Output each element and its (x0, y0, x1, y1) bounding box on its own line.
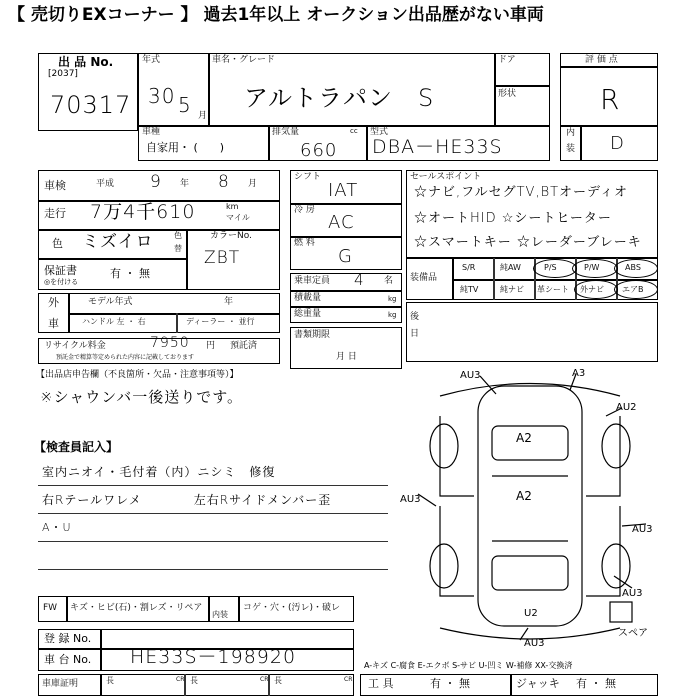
equip-tv: 純TV (460, 285, 479, 294)
equip-pw-circle (572, 259, 618, 278)
cert-col-6: CR (344, 676, 353, 683)
fw-text-2: コゲ・穴・(汚レ)・破レ (243, 603, 341, 613)
shift-value: IAT (328, 180, 359, 201)
mileage-unit-km: km (226, 202, 239, 211)
color-code-label: カラーNo. (210, 231, 252, 241)
warranty-value: 有 ・ 無 (110, 267, 150, 280)
jack-label: ジャッキ (516, 677, 560, 690)
sales-line-1: ☆ナビ,フルセグTV,BTオーディオ (414, 185, 628, 200)
capacity-unit: 名 (384, 276, 394, 286)
mileage-value: 7万4千610 (90, 201, 196, 223)
use-label: 車種 (142, 127, 161, 137)
load-unit: kg (388, 295, 397, 303)
equip-aw: 純AW (500, 263, 521, 272)
reg-label: 登 録 No. (44, 632, 92, 645)
model-value: DBA－HE33S (372, 136, 503, 158)
cert-col-2: CR (176, 676, 185, 683)
recycle-label: リサイクル料金 (44, 341, 106, 351)
cert-col-4: CR (260, 676, 269, 683)
damage-legend: A-キズ C-腐食 E-エクボ S-サビ U-凹ミ W-補修 XX-交換済 (364, 661, 573, 670)
damage-a2-center: A2 (516, 489, 532, 503)
displacement-label: 排気量 (272, 127, 300, 137)
fuel-value: G (338, 246, 353, 267)
foreign-dealer: ディーラー ・ 並行 (186, 317, 255, 326)
color-code: ZBT (204, 248, 241, 268)
damage-a2-roof: A2 (516, 431, 532, 445)
score-value: R (600, 83, 621, 116)
equip-abs: ABS (625, 263, 641, 272)
shape-label: 形状 (498, 89, 517, 99)
year-label: 年式 (142, 55, 161, 65)
sales-label: セールスポイント (410, 172, 482, 182)
equipment-label: 装備品 (410, 273, 438, 283)
fuel-label: 燃 料 (294, 238, 315, 248)
right-side-rear (586, 506, 620, 596)
gross-unit: kg (388, 311, 397, 319)
year-month-unit: 月 (198, 111, 208, 121)
lot-number: 70317 (50, 91, 132, 119)
mileage-unit-mile: マイル (226, 213, 250, 222)
fw-text: キズ・ヒビ(石)・割レズ・リペア (70, 603, 203, 613)
foreign-model-label: モデル年式 (88, 297, 133, 307)
foreign-label-2: 車 (48, 317, 59, 330)
use-value: 自家用・ ( ) (146, 141, 225, 154)
deadline-label: 書類期限 (294, 330, 331, 340)
foreign-handle: ハンドル 左 ・ 右 (82, 317, 146, 326)
sales-line-3: ☆スマートキー ☆レーダーブレーキ (414, 235, 642, 250)
displacement-value: 660 (300, 140, 338, 161)
wheel-front-right (602, 424, 630, 468)
damage-au3-rear: AU3 (524, 638, 545, 649)
year-era: 30 (148, 84, 176, 108)
gross-label: 総重量 (294, 309, 322, 319)
chassis-label: 車 台 No. (44, 653, 92, 666)
ac-label: 冷 房 (294, 205, 315, 215)
cert-col-3: 長 (190, 676, 198, 685)
chassis-value: HE33S－198920 (130, 646, 297, 668)
inspection-month-unit: 月 (248, 179, 258, 189)
front-bumper-line (440, 384, 620, 397)
wheel-rear-right (602, 544, 630, 588)
fw-inner: 内装 (212, 610, 228, 619)
color-change-1: 色 (174, 231, 182, 240)
rear-box (406, 302, 658, 362)
interior-value: D (610, 133, 625, 154)
cert-col-5: 長 (274, 676, 282, 685)
warranty-label: 保証書 (44, 264, 77, 277)
equip-airbag: エアB (622, 285, 644, 294)
car-diagram (400, 366, 660, 656)
inspection-label: 車検 (44, 179, 66, 192)
door-label: ドア (498, 55, 516, 65)
rear-label: 後 (410, 312, 420, 322)
shift-label: シフト (294, 172, 322, 182)
color-change-2: 替 (174, 244, 182, 253)
rear-window (492, 556, 568, 590)
tools-label: 工 具 (368, 677, 394, 690)
capacity-label: 乗車定員 (294, 276, 331, 286)
color-label: 色 (52, 237, 63, 250)
mileage-label: 走行 (44, 207, 66, 220)
color-value: ミズイロ (82, 232, 154, 252)
name-label: 車名・グレード (212, 55, 276, 65)
score-label: 評 価 点 (585, 55, 618, 65)
wheel-front-left (430, 424, 458, 468)
damage-u2: U2 (524, 608, 538, 619)
recycle-desc: 預託金で精算等定められた内容に記載しております (56, 354, 195, 361)
jack-value: 有 ・ 無 (576, 677, 616, 690)
equip-pw: P/W (584, 263, 600, 272)
load-label: 積載量 (294, 293, 322, 303)
recycle-value: 7950 (150, 335, 190, 351)
banner-title: 【 売切りEXコーナー 】 過去1年以上 オークション出品歴がない車両 (8, 5, 544, 25)
deadline-unit: 月 日 (336, 352, 357, 362)
equip-ext-navi: 外ナビ (580, 285, 604, 294)
inspector-header: 【検査員記入】 (34, 440, 119, 454)
inspection-year: 9 (150, 172, 162, 192)
lot-label: 出 品 No. (58, 55, 114, 69)
displacement-unit: cc (350, 127, 358, 135)
damage-au3-left: AU3 (400, 494, 421, 505)
foreign-year-unit: 年 (224, 297, 234, 307)
damage-au2: AU2 (616, 402, 637, 413)
damage-au3-rear-right: AU3 (622, 588, 643, 599)
inspector-line-2: 右Rテールワレメ 左右Rサイドメンバー歪 (42, 493, 332, 507)
lot-sub: [2037] (48, 69, 78, 79)
equip-ps: P/S (544, 263, 557, 272)
inspection-month: 8 (218, 172, 230, 192)
recycle-unit: 円 (206, 341, 216, 351)
rear-label-2: 日 (410, 329, 420, 339)
left-side-rear (440, 506, 474, 596)
fw-label: FW (43, 603, 58, 613)
inspector-line-3: A・U (42, 521, 72, 534)
spare-label: スペア (618, 628, 648, 639)
recycle-note: 預託済 (230, 341, 258, 351)
foreign-label-1: 外 (48, 296, 59, 309)
equip-ext-navi-circle (574, 280, 618, 299)
year-month: 5 (178, 93, 192, 117)
model-label: 型式 (370, 127, 389, 137)
cert-label: 車庫証明 (42, 679, 79, 689)
sales-line-2: ☆オートHID ☆シートヒーター (414, 211, 612, 226)
inspection-era: 平成 (96, 179, 115, 189)
spare-tire-box (610, 602, 632, 622)
interior-label-2: 装 (566, 144, 576, 154)
interior-label-1: 内 (566, 128, 576, 138)
damage-au3-right: AU3 (632, 524, 653, 535)
capacity-value: 4 (354, 271, 365, 289)
car-name: アルトラパン S (244, 84, 435, 112)
warranty-sub: ◎を付ける (44, 278, 79, 286)
ac-value: AC (328, 212, 355, 233)
equip-airbag-circle (614, 280, 658, 299)
inspection-year-unit: 年 (180, 179, 190, 189)
equip-leather: 革シート (537, 285, 569, 294)
equip-navi: 純ナビ (500, 285, 524, 294)
equip-sr: S/R (462, 263, 476, 272)
cert-col-1: 長 (106, 676, 114, 685)
equip-ps-circle (533, 259, 577, 278)
equip-abs-circle (614, 259, 658, 278)
wheel-rear-left (430, 544, 458, 588)
notes-text: ※シャウンバ一後送りです。 (40, 388, 244, 406)
damage-au3-front: AU3 (460, 370, 481, 381)
notes-header: 【出品店申告欄（不良箇所・欠品・注意事項等）】 (36, 370, 239, 380)
damage-a3: A3 (572, 368, 586, 379)
inspector-line-1: 室内ニオイ・毛付着（内）ニシミ 修復 (42, 465, 276, 479)
tools-value: 有 ・ 無 (430, 677, 470, 690)
